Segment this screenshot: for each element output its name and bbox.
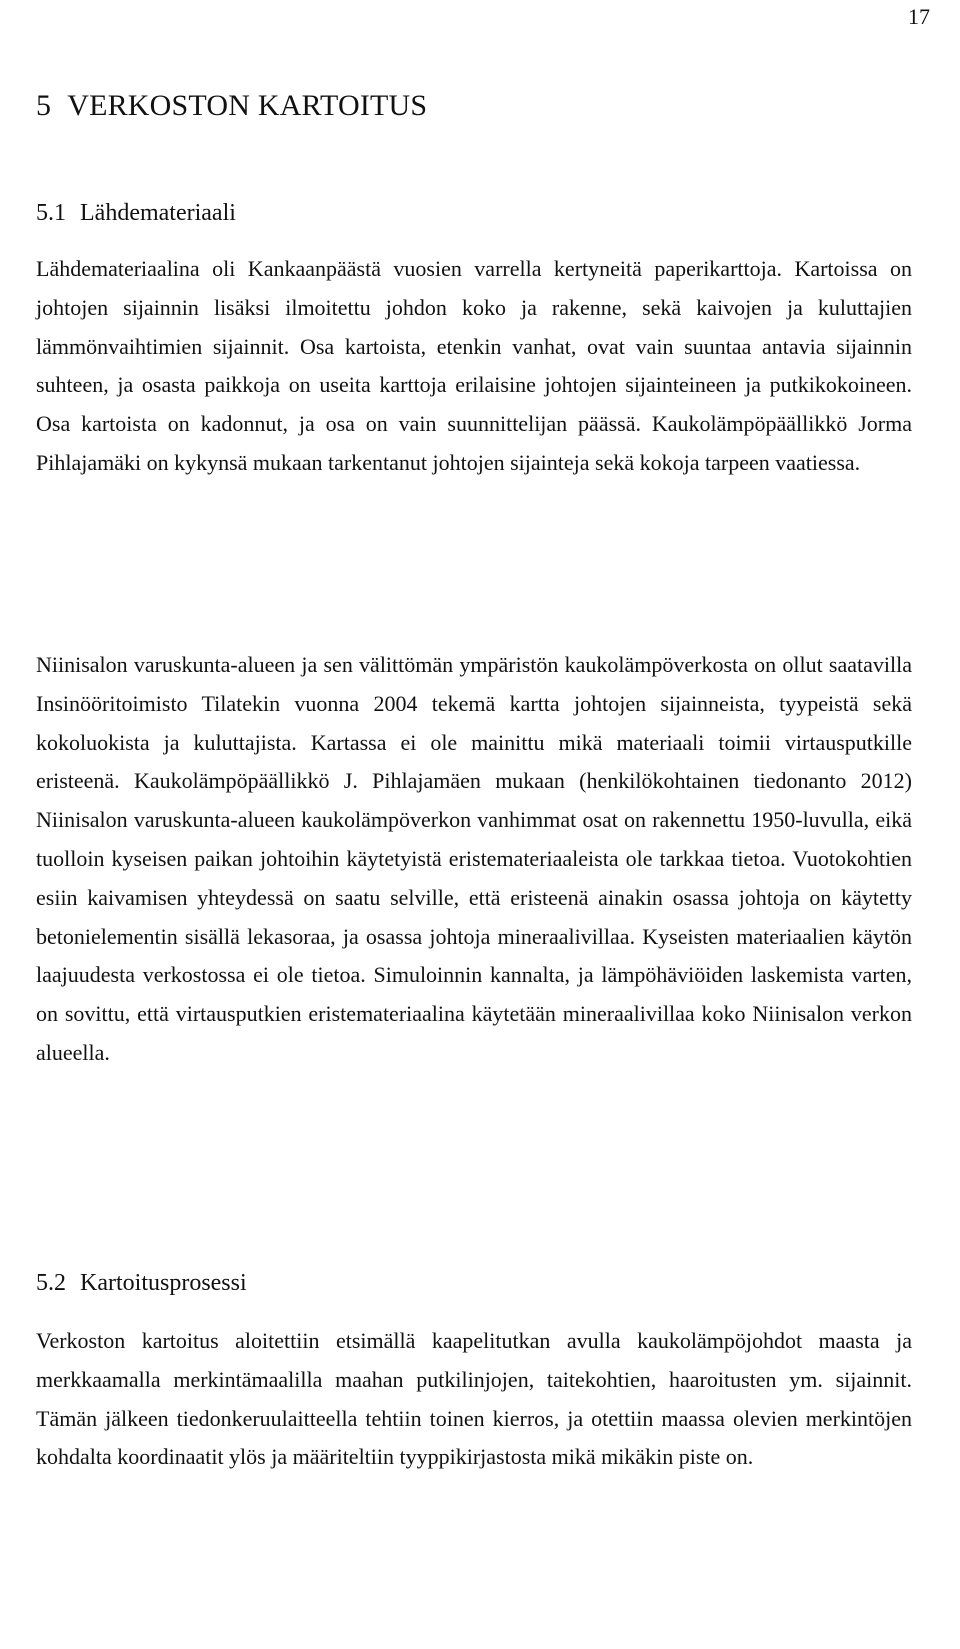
section-heading-5-2 <box>36 1268 247 1298</box>
chapter-number: 5 <box>36 89 52 122</box>
chapter-heading <box>36 88 427 124</box>
paragraph: Lähdemateriaalina oli Kankaanpäästä vuosien varrella kertyneitä paperikarttoja. Kartoissa on johtojen sijainnin lisäksi ilmoitettu johdon koko ja rakenne, sekä kaivojen ja kuluttajien lämmönvaihtimien sijainnit. Osa kartoista, etenkin vanhat, ovat vain suuntaa antavia sijainnin suhteen, ja osasta paikkoja on useita karttoja erilaisine johtojen sijainteineen ja putkikokoineen. Osa kartoista on kadonnut, ja osa on vain suunnittelijan päässä. Kaukolämpöpäällikkö Jorma Pihlajamäki on kykynsä mukaan tarkentanut johtojen sijainteja sekä kokoja tarpeen vaatiessa. <box>36 256 912 475</box>
section-title: Lähdemateriaali <box>80 200 236 226</box>
section-heading-5-1 <box>36 198 236 228</box>
page-number: 17 <box>908 4 930 29</box>
section-number: 5.2 <box>36 1270 66 1296</box>
paragraph: Niinisalon varuskunta-alueen ja sen välittömän ympäristön kaukolämpöverkosta on ollut saatavilla Insinööritoimisto Tilatekin vuonna 2004 tekemä kartta johtojen sijainneista, tyypeistä sekä kokoluokista ja kuluttajista. Kartassa ei ole mainittu mikä materiaali toimii virtausputkille eristeenä. Kaukolämpöpäällikkö J. Pihlajamäen mukaan (henkilökohtainen tiedonanto 2012) Niinisalon varuskunta-alueen kaukolämpöverkon vanhimmat osat on rakennettu 1950-luvulla, eikä tuolloin kyseisen paikan johtoihin käytetyistä eristemateriaaleista ole tarkkaa tietoa. Vuotokohtien esiin kaivamisen yhteydessä on saatu selville, että eristeenä ainakin osassa johtoja on käytetty betonielementin sisällä lekasoraa, ja osassa johtoja mineraalivillaa. Kyseisten materiaalien käytön laajuudesta verkostossa ei ole tietoa. Simuloinnin kannalta, ja lämpöhäviöiden laskemista varten, on sovittu, että virtausputkien eristemateriaalina käytetään mineraalivillaa koko Niinisalon verkon alueella. <box>36 652 912 1065</box>
section-number: 5.1 <box>36 200 66 226</box>
chapter-title: VERKOSTON KARTOITUS <box>67 89 428 122</box>
paragraph: Verkoston kartoitus aloitettiin etsimällä kaapelitutkan avulla kaukolämpöjohdot maasta ja merkkaamalla merkintämaalilla maahan putkilinjojen, taitekohtien, haaroitusten ym. sijainnit. Tämän jälkeen tiedonkeruulaitteella tehtiin toinen kierros, ja otettiin maassa olevien merkintöjen kohdalta koordinaatit ylös ja määriteltiin tyyppikirjastosta mikä mikäkin piste on. <box>36 1328 912 1470</box>
section-title: Kartoitusprosessi <box>80 1270 247 1296</box>
